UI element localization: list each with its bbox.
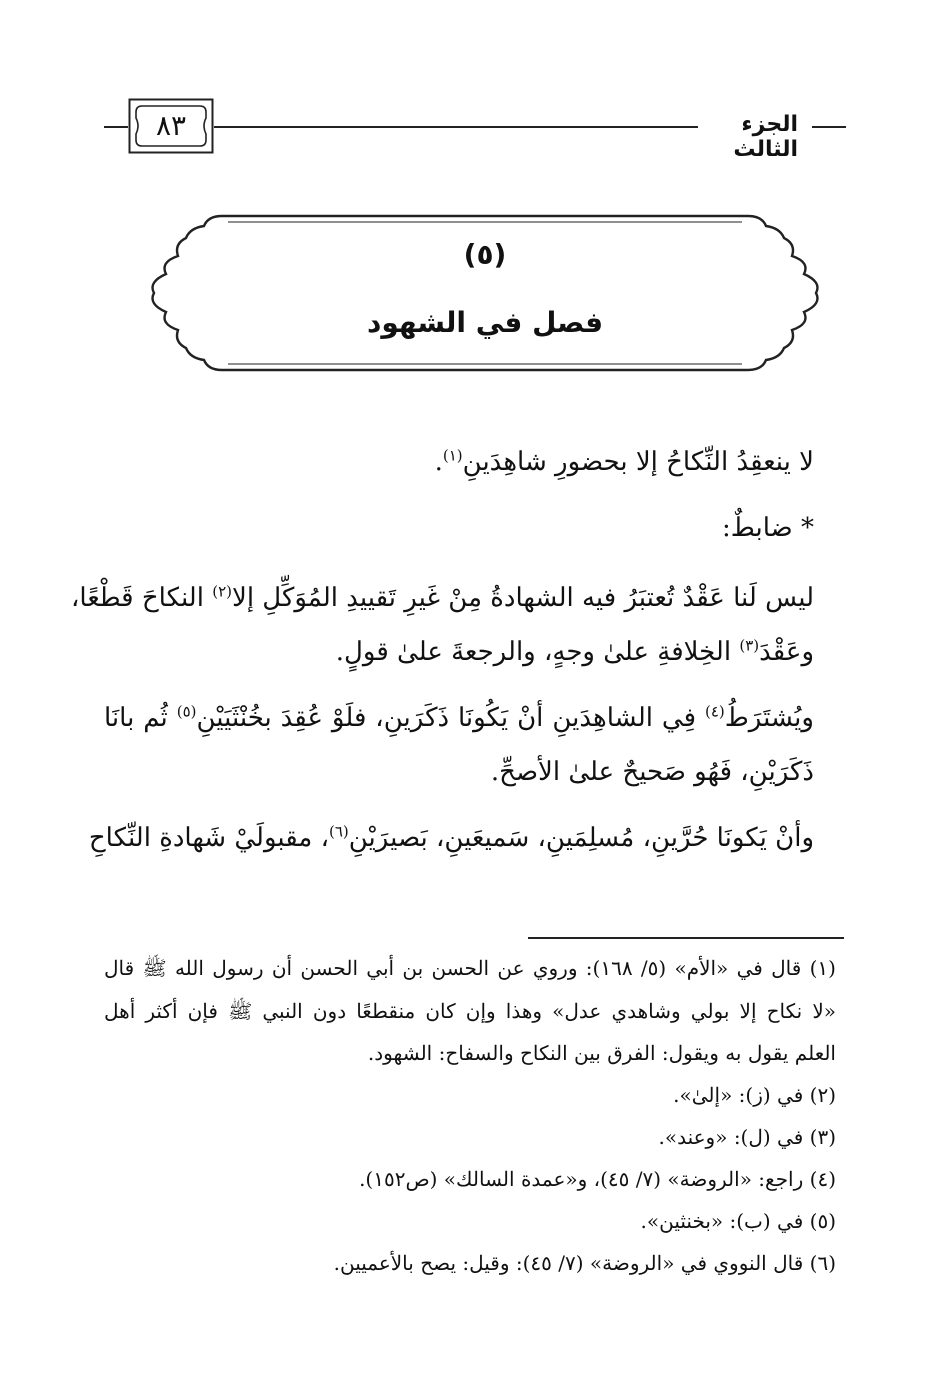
header-rule-left (104, 126, 128, 128)
paragraph-1-line-1 (71, 578, 814, 618)
footnote-4: (٤) راجع: «الروضة» (٧/ ٤٥)، و«عمدة السالك» (ص١٥٢). (359, 1167, 836, 1191)
body-text: وعَقْدَ (759, 637, 814, 667)
body-text: فِي الشاهِدَينِ أنْ يَكُونَا ذَكَرَينِ، فلَوْ عُقِدَ بخُنْثَيَيْنِ (196, 703, 705, 733)
body-line-1 (435, 442, 814, 482)
footnote-2: (٢) في (ز): «إلىٰ». (673, 1083, 836, 1107)
footnote-separator (528, 937, 844, 939)
footnote-1-line-1: (١) قال في «الأم» (٥/ ١٦٨): وروي عن الحسن بن أبي الحسن أن رسول الله ﷺ قال (104, 956, 836, 980)
body-text: الخِلافةِ علىٰ وجهٍ، والرجعةَ علىٰ قولٍ. (335, 637, 740, 667)
header-rule-right (812, 126, 846, 128)
paragraph-2-line-2: ذَكَرَيْنِ، فَهُو صَحيحٌ علىٰ الأصحِّ. (490, 757, 814, 787)
body-text: . (434, 447, 443, 477)
section-number: (٥) (463, 238, 507, 271)
body-text: ويُشتَرَطُ (724, 703, 814, 733)
page-number-box (128, 98, 214, 154)
footnote-5: (٥) في (ب): «بخنثين». (640, 1209, 836, 1233)
paragraph-2-line-1 (104, 698, 814, 738)
page-number: ٨٣ (155, 109, 187, 142)
footnote-3: (٣) في (ل): «وعند». (658, 1125, 836, 1149)
footnote-marker: (١) (442, 446, 463, 465)
footnote-1-line-3: العلم يقول به ويقول: الفرق بين النكاح والسفاح: الشهود. (367, 1041, 836, 1065)
paragraph-1-line-2 (336, 632, 814, 672)
footnote-marker: (٢) (212, 582, 232, 601)
footnote-1-line-2: «لا نكاح إلا بولي وشاهدي عدل» وهذا وإن كان منقطعًا دون النبي ﷺ فإن أكثر أهل (104, 999, 836, 1023)
footnote-marker: (٣) (739, 636, 760, 655)
paragraph-3-line-1 (88, 818, 814, 858)
body-text: النكاحَ قَطْعًا، (71, 583, 213, 613)
body-text: ثُم بانَا (104, 703, 177, 733)
rule-heading: * ضابطٌ: (722, 513, 814, 543)
footnote-marker: (٥) (176, 702, 197, 721)
running-title: الجزء الثالث (733, 112, 798, 162)
body-text: ، مقبولَيْ شَهادةِ النِّكاحِ (88, 823, 329, 853)
body-text: ليس لَنا عَقْدٌ تُعتبَرُ فيه الشهادةُ مِنْ غَيرِ تَقييدِ المُوَكِّلِ إلا (231, 583, 814, 613)
footnote-6: (٦) قال النووي في «الروضة» (٧/ ٤٥): وقيل: يصح بالأعميين. (333, 1251, 836, 1275)
body-text: وأنْ يَكونَا حُرَّينِ، مُسلِمَينِ، سَميعَينِ، بَصيرَيْنِ (348, 823, 814, 853)
section-title: فصل في الشهود (366, 306, 604, 339)
body-text: لا ينعقِدُ النِّكاحُ إلا بحضورِ شاهِدَينِ (462, 447, 814, 477)
footnote-marker: (٤) (704, 702, 725, 721)
section-title-frame (140, 208, 830, 378)
header-rule-middle (214, 126, 698, 128)
footnote-marker: (٦) (328, 822, 349, 841)
